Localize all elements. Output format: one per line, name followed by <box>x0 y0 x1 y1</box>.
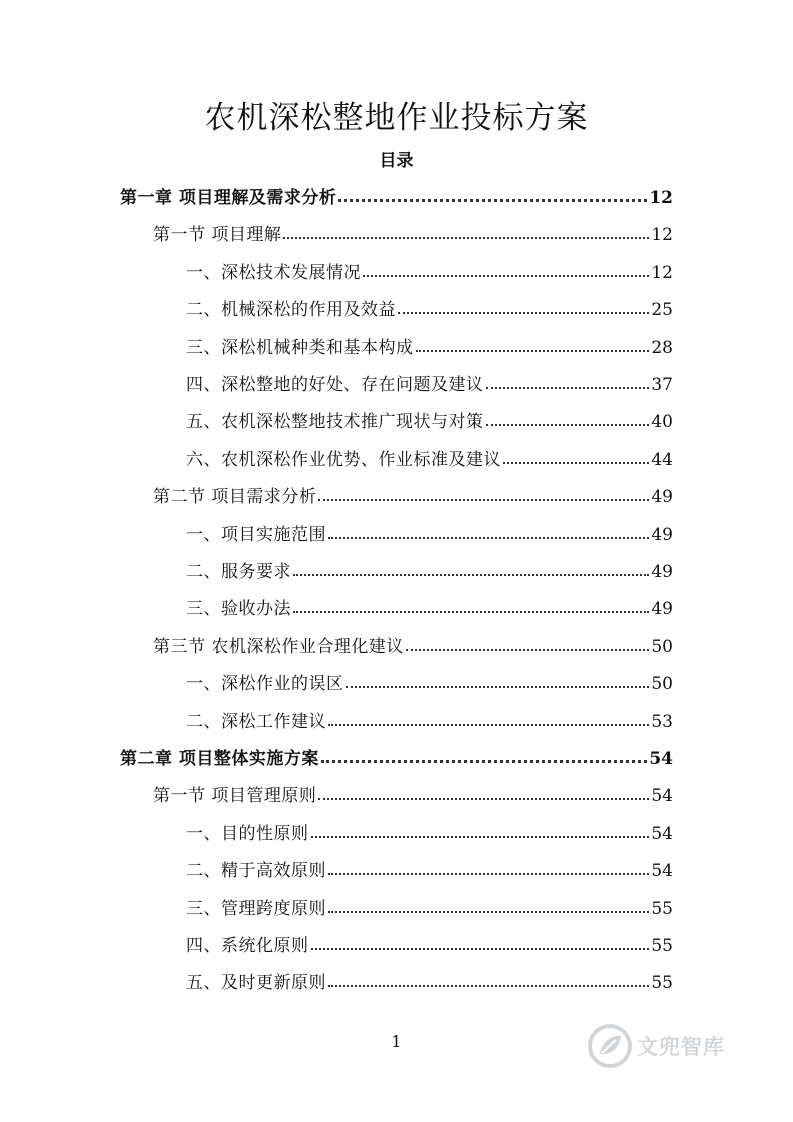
toc-entry[interactable] <box>186 442 673 470</box>
toc-entry-label: 五、及时更新原则 <box>186 973 326 994</box>
toc-entry[interactable] <box>186 554 673 582</box>
toc-leader-dots <box>328 537 649 539</box>
toc-entry-label: 二、精于高效原则 <box>186 861 326 882</box>
toc-entry[interactable] <box>186 816 673 844</box>
toc-entry[interactable] <box>186 330 673 358</box>
toc-entry[interactable] <box>186 666 673 694</box>
toc-entry-label: 三、管理跨度原则 <box>186 898 326 919</box>
toc-entry-page: 54 <box>649 749 673 769</box>
toc-entry-page: 50 <box>651 674 673 695</box>
toc-entry[interactable] <box>120 180 673 208</box>
toc-entry-label: 一、深松作业的误区 <box>186 674 344 695</box>
toc-leader-dots <box>503 462 649 464</box>
toc-entry-label: 一、项目实施范围 <box>186 524 326 545</box>
toc-entry-label: 第三节 农机深松作业合理化建议 <box>153 636 404 657</box>
toc-heading: 目录 <box>379 151 414 171</box>
toc-leader-dots <box>318 499 649 501</box>
toc-entry-page: 49 <box>651 524 673 545</box>
toc-entry-label: 第二章 项目整体实施方案 <box>120 749 319 769</box>
toc-leader-dots <box>338 199 647 202</box>
toc-entry-page: 54 <box>651 823 673 844</box>
toc-leader-dots <box>406 649 649 651</box>
toc-entry[interactable] <box>186 891 673 919</box>
toc-entry-label: 第二节 项目需求分析 <box>153 487 317 508</box>
toc-entry[interactable] <box>186 517 673 545</box>
toc-leader-dots <box>328 911 649 913</box>
watermark <box>587 1018 757 1074</box>
leaf-logo-icon <box>587 1023 633 1069</box>
toc-entry-label: 一、目的性原则 <box>186 823 309 844</box>
toc-entry-page: 25 <box>651 300 673 321</box>
toc-entry-page: 12 <box>651 225 673 246</box>
toc-leader-dots <box>293 574 649 576</box>
toc-entry-page: 53 <box>651 711 673 732</box>
toc-entry-label: 四、系统化原则 <box>186 936 309 956</box>
toc-leader-dots <box>416 350 650 352</box>
toc-entry-label: 二、深松工作建议 <box>186 711 326 732</box>
toc-entry-label: 五、农机深松整地技术推广现状与对策 <box>186 412 484 433</box>
toc-entry[interactable] <box>186 704 673 732</box>
toc-leader-dots <box>311 836 650 838</box>
toc-entry-page: 28 <box>651 337 673 358</box>
toc-entry[interactable] <box>153 217 673 245</box>
toc-entry[interactable] <box>186 255 673 283</box>
toc-leader-dots <box>363 275 649 277</box>
toc-entry[interactable] <box>186 965 673 993</box>
page-number: 1 <box>391 1032 402 1051</box>
toc-entry-page: 50 <box>651 636 673 657</box>
toc-leader-dots <box>486 387 650 389</box>
toc-entry-label: 二、机械深松的作用及效益 <box>186 300 396 321</box>
toc-entry-label: 第一节 项目理解 <box>153 225 282 246</box>
toc-entry-page: 49 <box>651 562 673 582</box>
toc-entry-page: 54 <box>651 786 673 807</box>
toc-leader-dots <box>346 686 650 688</box>
toc-entry[interactable] <box>153 778 673 806</box>
document-title: 农机深松整地作业投标方案 <box>204 100 589 136</box>
toc-entry-page: 55 <box>651 973 673 994</box>
toc-entry[interactable] <box>186 591 673 619</box>
toc-leader-dots <box>283 237 649 239</box>
toc-leader-dots <box>486 424 650 426</box>
toc-leader-dots <box>398 312 649 314</box>
toc-entry-page: 44 <box>651 449 673 470</box>
toc-entry-label: 三、深松机械种类和基本构成 <box>186 337 414 358</box>
toc-entry[interactable] <box>186 292 673 320</box>
toc-leader-dots <box>318 798 649 800</box>
toc-entry-page: 55 <box>651 898 673 919</box>
toc-entry-label: 第一节 项目管理原则 <box>153 786 317 807</box>
toc-entry-page: 12 <box>649 188 673 208</box>
toc-leader-dots <box>311 948 650 950</box>
toc-entry-page: 12 <box>651 262 673 283</box>
toc-entry[interactable] <box>186 853 673 881</box>
watermark-name: 文兜智库 <box>637 1035 725 1059</box>
toc-entry[interactable] <box>186 928 673 956</box>
toc-entry-label: 三、验收办法 <box>186 599 291 620</box>
toc-entry[interactable] <box>153 479 673 507</box>
toc-leader-dots <box>328 985 649 987</box>
toc-entry-label: 第一章 项目理解及需求分析 <box>120 188 337 208</box>
toc-entry-page: 49 <box>651 487 673 508</box>
toc-entry-label: 一、深松技术发展情况 <box>186 262 361 283</box>
toc-entry-label: 六、农机深松作业优势、作业标准及建议 <box>186 449 501 470</box>
toc-leader-dots <box>328 724 649 726</box>
toc-leader-dots <box>293 611 649 613</box>
toc-leader-dots <box>328 873 649 875</box>
toc-entry[interactable] <box>186 367 673 395</box>
toc-entry-page: 37 <box>651 375 673 395</box>
toc-entry[interactable] <box>153 629 673 657</box>
toc-entry[interactable] <box>186 404 673 432</box>
toc-leader-dots <box>321 760 647 763</box>
toc-entry-label: 二、服务要求 <box>186 562 291 582</box>
toc-entry-page: 54 <box>651 861 673 882</box>
toc-entry-page: 55 <box>651 936 673 956</box>
toc-entry-label: 四、深松整地的好处、存在问题及建议 <box>186 375 484 395</box>
toc-entry[interactable] <box>120 741 673 769</box>
toc-entry-page: 49 <box>651 599 673 620</box>
toc-entry-page: 40 <box>651 412 673 433</box>
